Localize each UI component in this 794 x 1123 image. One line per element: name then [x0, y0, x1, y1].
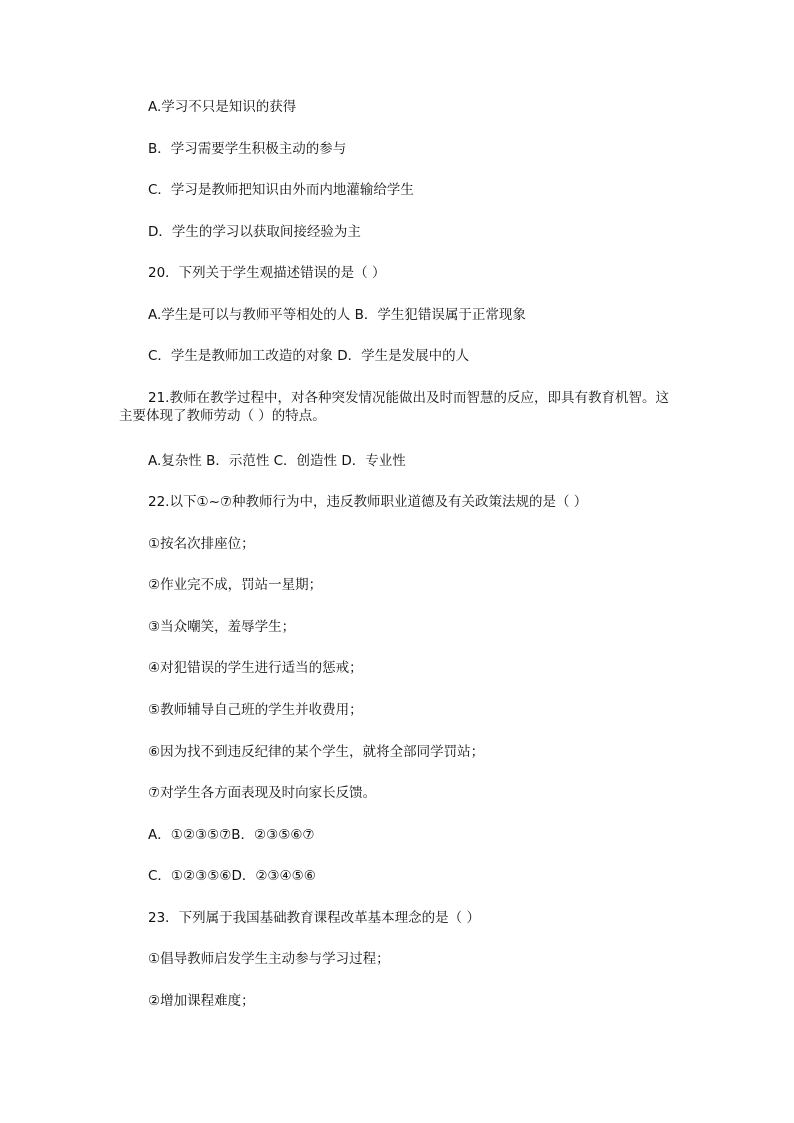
question-20-options-ab: A.学生是可以与教师平等相处的人 B．学生犯错误属于正常现象	[148, 307, 526, 323]
question-20: 20．下列关于学生观描述错误的是（ ）	[148, 265, 386, 281]
question-23-item-2: ②增加课程难度；	[148, 993, 255, 1009]
question-23-item-1: ①倡导教师启发学生主动参与学习过程；	[148, 951, 390, 967]
question-22: 22.以下①~⑦种教师行为中，违反教师职业道德及有关政策法规的是（ ）	[148, 494, 588, 510]
question-22-item-1: ①按名次排座位；	[148, 536, 255, 552]
question-22-item-5: ⑤教师辅导自己班的学生并收费用；	[148, 702, 363, 718]
option-b-learning: B．学习需要学生积极主动的参与	[148, 141, 347, 157]
question-20-options-cd: C．学生是教师加工改造的对象 D．学生是发展中的人	[148, 348, 470, 364]
question-22-options-ab: A．①②③⑤⑦B．②③⑤⑥⑦	[148, 827, 315, 843]
question-22-item-2: ②作业完不成，罚站一星期；	[148, 577, 323, 593]
question-23: 23．下列属于我国基础教育课程改革基本理念的是（ ）	[148, 910, 480, 926]
question-21: 21.教师在教学过程中，对各种突发情况能做出及时而智慧的反应，即具有教育机智。这主要体现了教师劳动（ ）的特点。	[119, 390, 669, 424]
option-d-learning: D．学生的学习以获取间接经验为主	[148, 224, 361, 240]
question-22-item-4: ④对犯错误的学生进行适当的惩戒；	[148, 660, 363, 676]
question-21-options: A.复杂性 B．示范性 C．创造性 D．专业性	[148, 453, 406, 469]
question-22-item-7: ⑦对学生各方面表现及时向家长反馈。	[148, 785, 377, 801]
option-c-learning: C．学习是教师把知识由外而内地灌输给学生	[148, 182, 414, 198]
question-22-item-3: ③当众嘲笑，羞辱学生；	[148, 619, 296, 635]
question-22-options-cd: C．①②③⑤⑥D．②③④⑤⑥	[148, 868, 316, 884]
option-a-learning: A.学习不只是知识的获得	[148, 99, 297, 115]
question-22-item-6: ⑥因为找不到违反纪律的某个学生，就将全部同学罚站；	[148, 744, 485, 760]
